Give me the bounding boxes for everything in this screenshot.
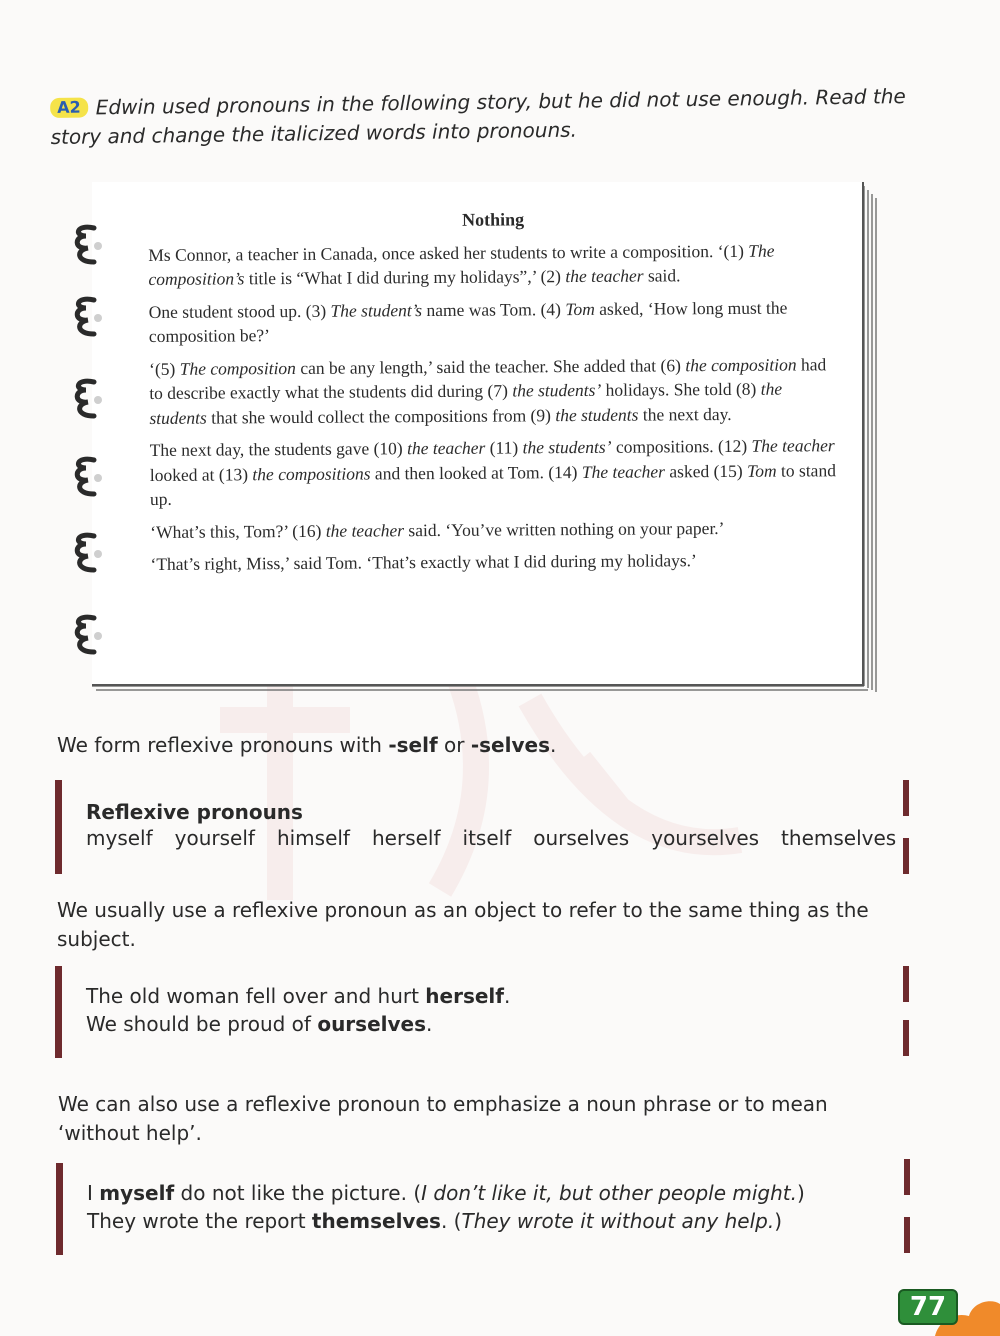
example-sentence [87,1207,907,1235]
rule-object-usage: We usually use a reflexive pronoun as an object to refer to the same thing as the subject. [57,898,869,951]
story-text-run: the next day. [638,403,732,425]
story-text-run: The composition [179,357,296,379]
story-text-run: looked at (13) [149,463,253,485]
story-text-run: compositions. (12) [611,435,752,457]
example-text-run: I don’t like it, but other people might. [421,1181,797,1205]
story-paragraph [149,352,839,430]
example-box-emphasis [56,1163,916,1257]
story-title: Nothing [461,209,525,230]
exercise-badge: A2 [50,97,88,118]
spiral-ring-icon [70,222,104,268]
page-number: 77 [898,1289,958,1325]
story-text-run: title is “What I did during my holidays”,’ (2) [244,266,566,289]
story-paragraph [150,547,840,576]
example-box-object [55,966,915,1060]
story-text-run: asked (15) [664,460,748,481]
story-text-run: the compositions [252,462,371,484]
story-paragraph [150,433,840,511]
story-text-run: The composition’s [148,240,775,289]
story-text-run: the composition [685,353,797,375]
box-accent-mark [903,838,909,874]
box-accent-bar [55,966,62,1058]
story-text-run: ‘(5) [149,358,180,379]
pronoun-item: themselves [781,826,897,850]
rule-text-run: We form reflexive pronouns with [57,733,389,757]
rule-text-run: -self [388,733,438,757]
pronoun-item: yourselves [651,826,760,850]
story-text-run: The teacher [751,435,835,456]
example-sentence [86,1010,886,1038]
pronoun-list [86,824,897,852]
story-text-run: the teacher [407,437,486,459]
box-accent-bar [56,1163,63,1255]
story-paragraph [150,515,840,544]
story-text-run: said. [643,265,681,286]
story-text-run: the students [149,378,783,428]
box-accent-bar [55,780,62,874]
rule-emphasis-usage: We can also use a reflexive pronoun to emphasize a noun phrase or to mean ‘without help’. [58,1092,828,1145]
box-heading: Reflexive pronouns [86,800,303,824]
story-text-run: and then looked at Tom. (14) [370,461,582,483]
rule-text-run: -selves [470,733,550,757]
example-text-run: ourselves [317,1012,426,1036]
example-sentence [87,1179,907,1207]
instruction-text: Edwin used pronouns in the following story, but he did not use enough. Read the story and change the italicized words into pronouns. [50,84,906,149]
example-text-run: . ( [440,1209,462,1233]
example-text-run: do not like the picture. ( [174,1181,422,1205]
example-sentence [86,982,886,1010]
box-accent-mark [903,966,909,1002]
story-text-run: The next day, the students gave (10) [149,438,408,460]
story-text-run: the students [555,404,639,425]
pronoun-item: itself [462,826,512,850]
story-notebook [92,182,887,694]
story-text-run: to stand up. [149,459,836,509]
pronoun-item: himself [276,826,350,850]
rule-text-run: . [549,733,557,757]
example-text-run: They wrote it without any help. [461,1209,775,1233]
example-text-run: The old woman fell over and hurt [86,984,426,1008]
example-text-run: herself [425,984,504,1008]
story-text-run: ‘That’s right, Miss,’ said Tom. ‘That’s exactly what I did during my holidays.’ [150,550,697,574]
pronoun-item: yourself [174,826,255,850]
story-text-run: ‘What’s this, Tom?’ (16) [150,520,326,542]
spiral-ring-icon [70,376,104,422]
story-text-run: name was Tom. (4) [421,298,566,320]
story-text-run: the students’ [512,379,602,401]
story-text-run: The teacher [581,460,666,482]
example-sentences [87,1179,907,1235]
example-text-run: They wrote the report [87,1209,312,1233]
spiral-ring-icon [70,294,104,340]
story-text [148,205,841,584]
rule-text [57,733,556,757]
box-accent-mark [903,1020,909,1056]
reflexive-pronouns-box [55,780,915,876]
story-text-run: said. ‘You’ve written nothing on your paper.’ [403,517,725,540]
story-text-run: the teacher [325,519,405,541]
rule-reflexive-formation [57,731,917,760]
example-text-run: myself [99,1181,175,1205]
pronoun-item: myself [86,826,153,850]
example-text-run: I [87,1181,100,1205]
example-text-run: We should be proud of [86,1012,318,1036]
spiral-ring-icon [70,530,104,576]
story-text-run: had to describe exactly what the students did during (7) [149,353,827,403]
story-text-run: asked, ‘How long must the composition be?’ [148,297,788,346]
rule-text-run: or [437,733,471,757]
story-paragraph [149,295,839,349]
story-text-run: holidays. She told (8) [601,378,761,400]
pronoun-item: ourselves [533,826,630,850]
story-text-run: the teacher [565,265,644,287]
story-paragraph [148,238,838,292]
example-text-run: themselves [311,1209,441,1233]
story-text-run: can be any length,’ said the teacher. She added that (6) [295,354,686,378]
example-sentences [86,982,886,1038]
example-text-run: . [426,1012,433,1036]
story-text-run: (11) [485,437,523,458]
example-text-run: ) [796,1181,805,1205]
story-text-run: One student stood up. (3) [148,300,331,322]
pronoun-item: herself [371,826,441,850]
box-accent-mark [903,780,909,816]
story-paragraphs [148,238,840,577]
story-text-run: Tom [747,460,777,481]
story-text-run: that she would collect the compositions from (9) [206,404,556,428]
story-text-run: The student’s [330,299,423,321]
story-text-run: the students’ [522,436,612,458]
story-text-run: Ms Connor, a teacher in Canada, once asked her students to write a composition. ‘(1) [148,240,749,265]
exercise-instruction [50,82,911,152]
spiral-ring-icon [70,454,104,500]
example-text-run: ) [774,1209,783,1233]
spiral-ring-icon [70,612,104,658]
example-text-run: . [504,984,511,1008]
story-text-run: Tom [565,298,595,319]
